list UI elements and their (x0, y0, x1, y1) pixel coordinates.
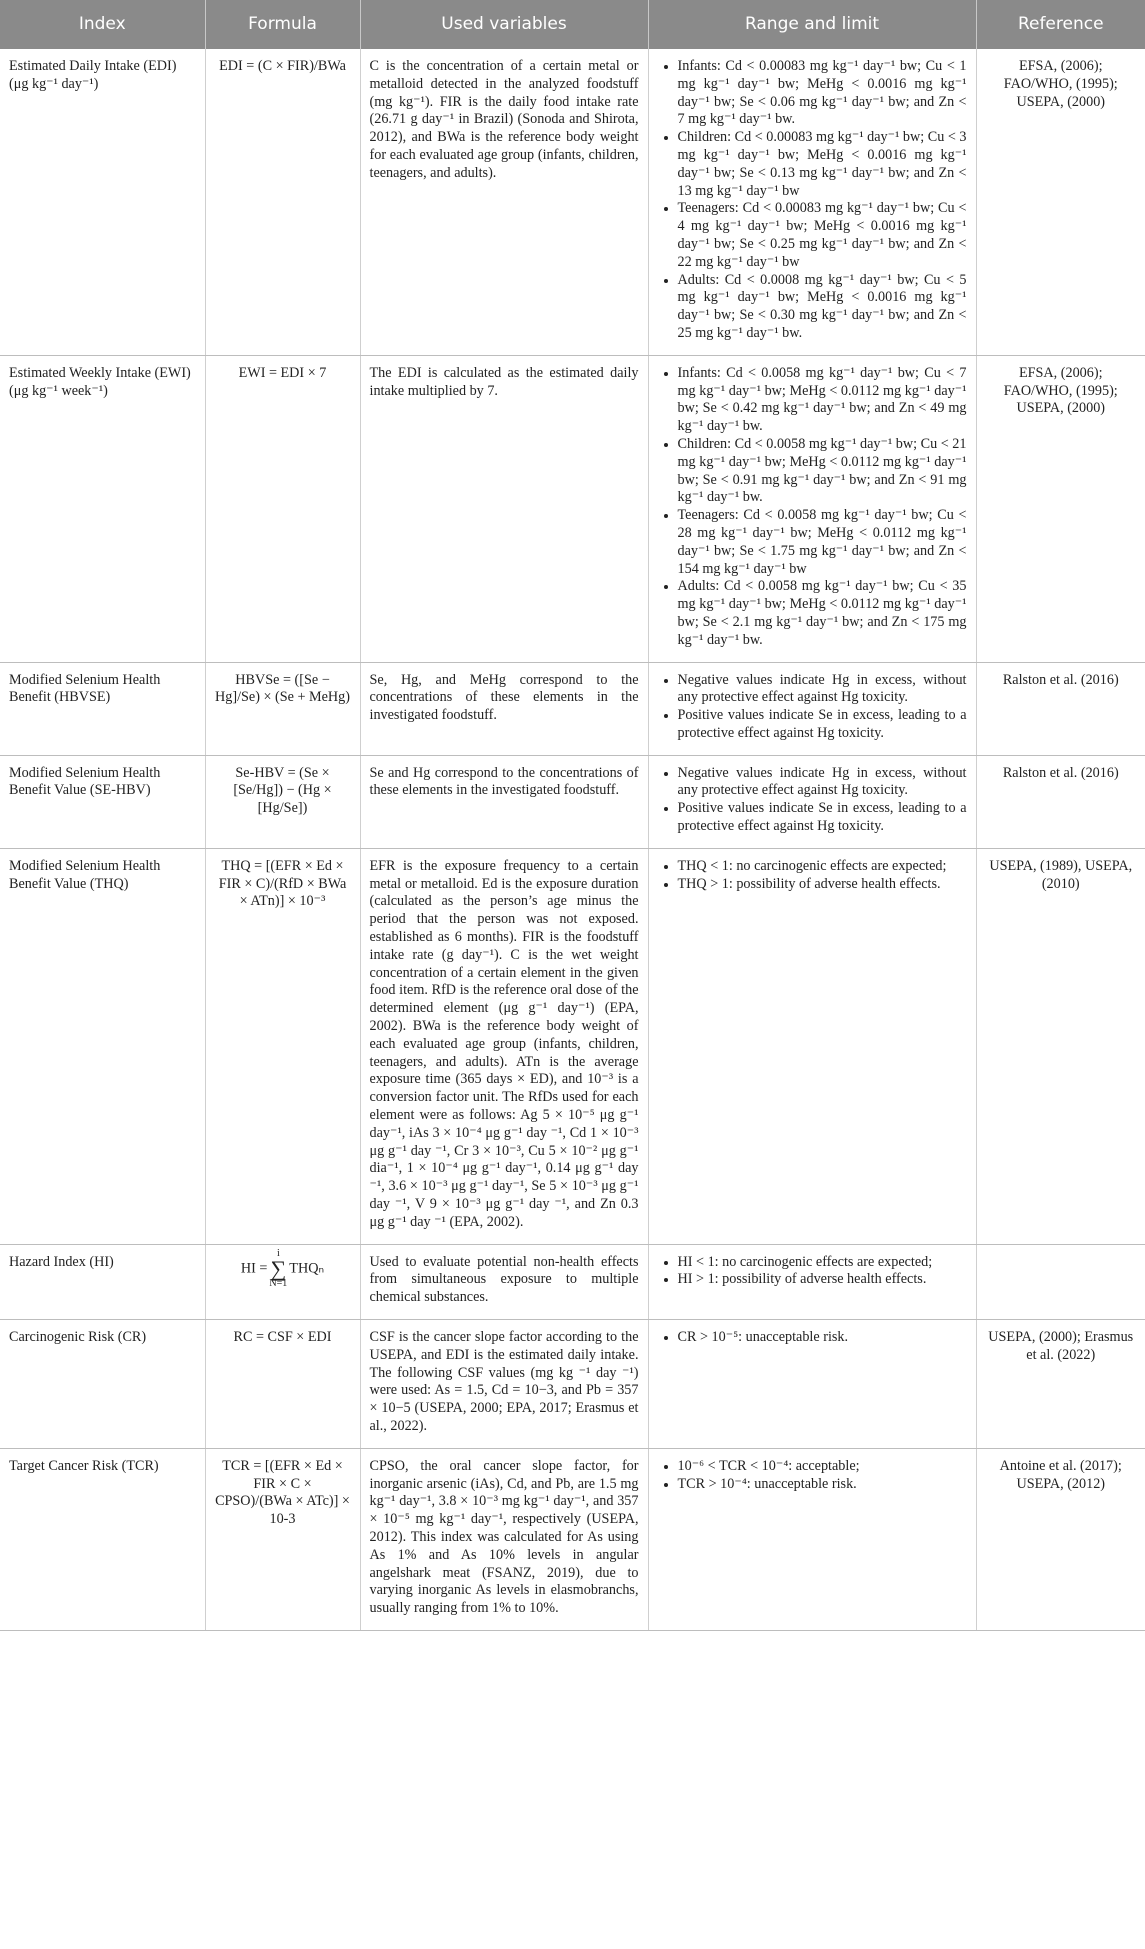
range-limit-cell (648, 755, 976, 848)
range-list (658, 1254, 967, 1290)
range-list-item: • 10⁻⁶ < TCR < 10⁻⁴: acceptable; (678, 1458, 967, 1476)
header-used-variables: Used variables (360, 0, 648, 49)
range-list-item: • HI < 1: no carcinogenic effects are expected; (678, 1254, 967, 1272)
range-list-item: • TCR > 10⁻⁴: unacceptable risk. (678, 1476, 967, 1494)
table-row (0, 662, 1145, 755)
reference-cell: USEPA, (2000); Erasmus et al. (2022) (976, 1320, 1145, 1449)
header-index: Index (0, 0, 205, 49)
index-cell: Carcinogenic Risk (CR) (0, 1320, 205, 1449)
range-list-item: • THQ < 1: no carcinogenic effects are expected; (678, 858, 967, 876)
table-row (0, 355, 1145, 662)
summation-symbol (269, 1249, 287, 1289)
table-body (0, 49, 1145, 1630)
range-list (658, 1458, 967, 1494)
range-list-item: • Infants: Cd < 0.00083 mg kg⁻¹ day⁻¹ bw; Cu < 1 mg kg⁻¹ day⁻¹ bw; MeHg < 0.0016 mg kg⁻¹ day⁻¹ bw; Se < 0.06 mg kg⁻¹ day⁻¹ bw; and Zn < 7 mg kg⁻¹ day⁻¹ bw. (678, 58, 967, 129)
index-cell: Estimated Daily Intake (EDI) (μg kg⁻¹ day⁻¹) (0, 49, 205, 355)
range-list-item: • Infants: Cd < 0.0058 mg kg⁻¹ day⁻¹ bw; Cu < 7 mg kg⁻¹ day⁻¹ bw; MeHg < 0.0112 mg kg⁻¹ day⁻¹ bw; Se < 0.42 mg kg⁻¹ day⁻¹ bw; and Zn < 49 mg kg⁻¹ day⁻¹ bw. (678, 365, 967, 436)
formula-cell: THQ = [(EFR × Ed × FIR × C)/(RfD × BWa × ATn)] × 10⁻³ (205, 848, 360, 1244)
table-row (0, 49, 1145, 355)
range-list-item: • HI > 1: possibility of adverse health effects. (678, 1271, 967, 1289)
formula-cell: HBVSe = ([Se − Hg]/Se) × (Se + MeHg) (205, 662, 360, 755)
index-cell: Modified Selenium Health Benefit Value (SE-HBV) (0, 755, 205, 848)
reference-cell: USEPA, (1989), USEPA, (2010) (976, 848, 1145, 1244)
index-cell: Hazard Index (HI) (0, 1244, 205, 1319)
used-variables-cell: C is the concentration of a certain metal or metalloid detected in the analyzed foodstuff (mg kg⁻¹). FIR is the daily food intake rate (26.71 g day⁻¹ in Brazil) (Sonoda and Shirota, 2012), and BWa is the reference body weight for each evaluated age group (infants, children, teenagers, and adults). (360, 49, 648, 355)
formula-cell: Se-HBV = (Se × [Se/Hg]) − (Hg × [Hg/Se]) (205, 755, 360, 848)
range-limit-cell (648, 1320, 976, 1449)
table-header-row (0, 0, 1145, 49)
header-range-and-limit: Range and limit (648, 0, 976, 49)
formula-cell: EWI = EDI × 7 (205, 355, 360, 662)
formula-prefix: HI = (240, 1259, 268, 1276)
range-list-item: • Teenagers: Cd < 0.00083 mg kg⁻¹ day⁻¹ bw; Cu < 4 mg kg⁻¹ day⁻¹ bw; MeHg < 0.0016 mg kg⁻¹ day⁻¹ bw; Se < 0.25 mg kg⁻¹ day⁻¹ bw; and Zn < 22 mg kg⁻¹ day⁻¹ bw (678, 200, 967, 271)
reference-cell: Antoine et al. (2017); USEPA, (2012) (976, 1448, 1145, 1630)
range-limit-cell (648, 1448, 976, 1630)
used-variables-cell: The EDI is calculated as the estimated daily intake multiplied by 7. (360, 355, 648, 662)
range-list-item: • CR > 10⁻⁵: unacceptable risk. (678, 1329, 967, 1347)
range-list (658, 365, 967, 650)
table-row (0, 1320, 1145, 1449)
table-row (0, 1244, 1145, 1319)
formula-cell: EDI = (C × FIR)/BWa (205, 49, 360, 355)
range-limit-cell (648, 49, 976, 355)
header-formula: Formula (205, 0, 360, 49)
used-variables-cell: Se and Hg correspond to the concentrations of these elements in the investigated foodstuff. (360, 755, 648, 848)
table-row (0, 755, 1145, 848)
range-limit-cell (648, 662, 976, 755)
index-cell: Modified Selenium Health Benefit Value (THQ) (0, 848, 205, 1244)
formula-cell (205, 1244, 360, 1319)
used-variables-cell: CPSO, the oral cancer slope factor, for inorganic arsenic (iAs), Cd, and Pb, are 1.5 mg kg⁻¹ day⁻¹, 3.8 × 10⁻³ mg kg⁻¹ day⁻¹, and 357 × 10⁻⁵ mg kg⁻¹ day⁻¹, respectively (USEPA, 2012). This index was calculated for As using As 1% and As 10% levels in angular angelshark meat (FSANZ, 2019), due to varying inorganic As levels in elasmobranchs, usually ranging from 1% to 10%. (360, 1448, 648, 1630)
reference-cell: EFSA, (2006); FAO/WHO, (1995); USEPA, (2000) (976, 355, 1145, 662)
reference-cell (976, 1244, 1145, 1319)
sum-upper-limit: i (276, 1247, 280, 1259)
sum-lower-limit: N=1 (269, 1277, 288, 1289)
used-variables-cell: EFR is the exposure frequency to a certain metal or metalloid. Ed is the exposure duration (calculated as the person’s age minus the period that the person was not exposed. established as 6 months). FIR is the foodstuff intake rate (g day⁻¹). C is the wet weight concentration of a certain element in the given food item. RfD is the reference oral dose of the determined element (μg g⁻¹ day⁻¹) (EPA, 2002). BWa is the reference body weight of each evaluated age group (infants, children, teenagers, and adults). ATn is the average exposure time (365 days × ED), and 10⁻³ is a conversion factor unit. The RfDs used for each element were as follows: Ag 5 × 10⁻⁵ μg g⁻¹ day⁻¹, iAs 3 × 10⁻⁴ μg g⁻¹ day ⁻¹, Cd 1 × 10⁻³ μg g⁻¹ day ⁻¹, Cr 3 × 10⁻³, Cu 5 × 10⁻² μg g⁻¹ dia⁻¹, 1 × 10⁻⁴ μg g⁻¹ day⁻¹, 0.14 μg g⁻¹ day ⁻¹, 3.6 × 10⁻³ μg g⁻¹ day⁻¹, Se 5 × 10⁻³ μg g⁻¹ day ⁻¹, V 9 × 10⁻³ μg g⁻¹ day ⁻¹, and Zn 0.3 μg g⁻¹ day ⁻¹ (EPA, 2002). (360, 848, 648, 1244)
index-cell: Modified Selenium Health Benefit (HBVSE) (0, 662, 205, 755)
range-list-item: • Adults: Cd < 0.0058 mg kg⁻¹ day⁻¹ bw; Cu < 35 mg kg⁻¹ day⁻¹ bw; MeHg < 0.0112 mg kg⁻¹ day⁻¹ bw; Se < 2.1 mg kg⁻¹ day⁻¹ bw; and Zn < 175 mg kg⁻¹ day⁻¹ bw. (678, 578, 967, 649)
used-variables-cell: Used to evaluate potential non-health effects from simultaneous exposure to multiple chemical substances. (360, 1244, 648, 1319)
range-limit-cell (648, 848, 976, 1244)
used-variables-cell: Se, Hg, and MeHg correspond to the concentrations of these elements in the investigated foodstuff. (360, 662, 648, 755)
range-list-item: • Children: Cd < 0.0058 mg kg⁻¹ day⁻¹ bw; Cu < 21 mg kg⁻¹ day⁻¹ bw; MeHg < 0.0112 mg kg⁻¹ day⁻¹ bw; Se < 0.91 mg kg⁻¹ day⁻¹ bw; and Zn < 91 mg kg⁻¹ day⁻¹ bw. (678, 436, 967, 507)
range-list-item: • Children: Cd < 0.00083 mg kg⁻¹ day⁻¹ bw; Cu < 3 mg kg⁻¹ day⁻¹ bw; MeHg < 0.0016 mg kg⁻¹ day⁻¹ bw; Se < 0.13 mg kg⁻¹ day⁻¹ bw; and Zn < 13 mg kg⁻¹ day⁻¹ bw (678, 129, 967, 200)
header-reference: Reference (976, 0, 1145, 49)
reference-cell: Ralston et al. (2016) (976, 755, 1145, 848)
formula-cell: TCR = [(EFR × Ed × FIR × C × CPSO)/(BWa × ATc)] × 10-3 (205, 1448, 360, 1630)
sum-term: THQₙ (289, 1259, 325, 1276)
range-limit-cell (648, 355, 976, 662)
range-list-item: • Positive values indicate Se in excess, leading to a protective effect against Hg toxicity. (678, 800, 967, 836)
range-limit-cell (648, 1244, 976, 1319)
index-cell: Target Cancer Risk (TCR) (0, 1448, 205, 1630)
used-variables-cell: CSF is the cancer slope factor according to the USEPA, and EDI is the estimated daily intake. The following CSF values (mg kg ⁻¹ day ⁻¹) were used: As = 1.5, Cd = 10−3, and Pb = 357 × 10−5 (USEPA, 2000; EPA, 2017; Erasmus et al., 2022). (360, 1320, 648, 1449)
sigma-icon: ∑ (270, 1255, 287, 1281)
range-list-item: • Negative values indicate Hg in excess, without any protective effect against Hg toxicity. (678, 672, 967, 708)
table-row (0, 1448, 1145, 1630)
range-list-item: • THQ > 1: possibility of adverse health effects. (678, 876, 967, 894)
range-list (658, 672, 967, 743)
range-list-item: • Positive values indicate Se in excess, leading to a protective effect against Hg toxicity. (678, 707, 967, 743)
formula-cell: RC = CSF × EDI (205, 1320, 360, 1449)
range-list (658, 765, 967, 836)
reference-cell: EFSA, (2006); FAO/WHO, (1995); USEPA, (2000) (976, 49, 1145, 355)
table-row (0, 848, 1145, 1244)
range-list-item: • Adults: Cd < 0.0008 mg kg⁻¹ day⁻¹ bw; Cu < 5 mg kg⁻¹ day⁻¹ bw; MeHg < 0.0016 mg kg⁻¹ day⁻¹ bw; Se < 0.30 mg kg⁻¹ day⁻¹ bw; and Zn < 25 mg kg⁻¹ day⁻¹ bw. (678, 272, 967, 343)
reference-cell: Ralston et al. (2016) (976, 662, 1145, 755)
range-list (658, 1329, 967, 1347)
range-list (658, 58, 967, 343)
range-list-item: • Teenagers: Cd < 0.0058 mg kg⁻¹ day⁻¹ bw; Cu < 28 mg kg⁻¹ day⁻¹ bw; MeHg < 0.0112 mg kg⁻¹ day⁻¹ bw; Se < 1.75 mg kg⁻¹ day⁻¹ bw; and Zn < 154 mg kg⁻¹ day⁻¹ bw (678, 507, 967, 578)
index-cell: Estimated Weekly Intake (EWI) (μg kg⁻¹ week⁻¹) (0, 355, 205, 662)
range-list-item: • Negative values indicate Hg in excess, without any protective effect against Hg toxicity. (678, 765, 967, 801)
range-list (658, 858, 967, 894)
